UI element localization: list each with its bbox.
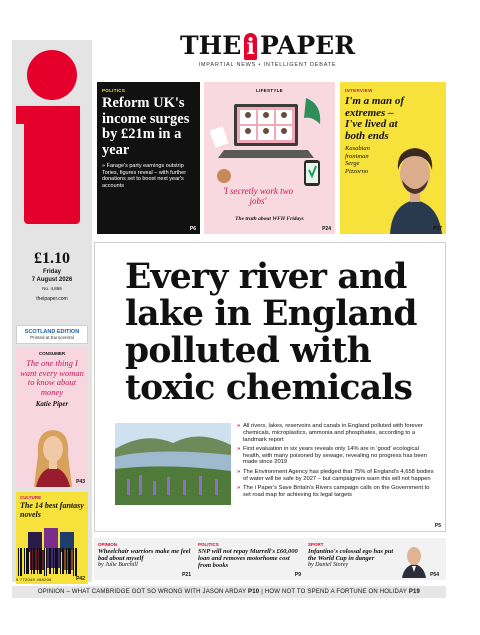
lifestyle-caption: The truth about WFH Fridays xyxy=(235,216,304,222)
lead-bullet: » First evaluation in six years reveals only 14% are in 'good' ecological health, with many poisoned by sewage, revealing no progress has been made since 2019 xyxy=(237,446,437,466)
interview-page: P37 xyxy=(433,226,442,232)
masthead-tagline: IMPARTIAL NEWS • INTELLIGENT DEBATE xyxy=(198,62,337,68)
interview-subhead: Kasabian frontman Serge Pizzorno xyxy=(345,145,370,175)
consumer-page: P43 xyxy=(76,479,85,485)
sport-page: P54 xyxy=(430,572,439,578)
sport-headline: Infantino's colossal ego has put the World Cup in danger xyxy=(308,548,394,563)
lead-bullet: » The Environment Agency has pledged that 75% of England's 4,658 bodies of water will be safe by 2027 – but campaigners warn this will not happen xyxy=(237,469,437,483)
masthead-title xyxy=(180,32,355,60)
opinion-byline: by Julie Burchill xyxy=(98,562,138,569)
interview-headline: I'm a man of extremes – I've lived at both ends xyxy=(345,95,404,142)
footer-right-text[interactable]: HOW NOT TO SPEND A FORTUNE ON HOLIDAY xyxy=(264,589,407,595)
consumer-teaser[interactable] xyxy=(16,347,88,487)
serge-pizzorno-photo xyxy=(384,134,446,234)
issue-number: No. 4,866 xyxy=(42,286,62,291)
politics-teaser[interactable] xyxy=(97,82,200,234)
consumer-kicker: CONSUMER xyxy=(38,351,66,356)
lead-bullets xyxy=(237,423,437,501)
lead-headline: Every river and lake in England polluted with toxic chemicals xyxy=(125,257,417,408)
snp-headline: SNP will not repay Murrell's £60,000 loan and removes motorhome cost from books xyxy=(198,548,298,570)
culture-title: The 14 best fantasy novels xyxy=(20,501,84,519)
politics-body: » Farage's party earnings outstrip Tories, figures reveal – with further donations set to boost next year's accounts xyxy=(102,163,187,189)
issue-date: 7 August 2026 xyxy=(31,277,73,283)
logo-stem xyxy=(24,106,80,224)
politics-headline: Reform UK's income surges by £21m in a year xyxy=(102,95,190,158)
politics-kicker: POLITICS xyxy=(102,88,126,93)
opinion-kicker: OPINION xyxy=(98,542,118,547)
lake-landscape-photo xyxy=(115,423,231,505)
website-link[interactable]: theipaper.com xyxy=(36,296,68,302)
footer-right-page: P19 xyxy=(408,589,421,595)
wfh-illustration xyxy=(210,94,330,189)
lifestyle-quote: 'I secretly work two jobs' xyxy=(222,186,294,206)
opinion-teaser[interactable] xyxy=(98,542,194,578)
issue-day: Friday xyxy=(42,269,61,275)
lifestyle-page: P24 xyxy=(322,226,331,232)
katie-piper-photo xyxy=(30,425,76,487)
logo-dot xyxy=(27,50,77,100)
lead-page: P5 xyxy=(434,523,441,529)
culture-kicker: CULTURE xyxy=(20,495,42,500)
masthead-paper: PAPER xyxy=(259,31,355,60)
opinion-headline: Wheelchair warriors make me feel bad about myself xyxy=(98,548,191,563)
snp-kicker: POLITICS xyxy=(198,542,219,547)
sport-teaser[interactable] xyxy=(308,542,442,578)
politics-page: P6 xyxy=(189,226,196,232)
barcode-number: 9 772049 498206 xyxy=(16,577,52,582)
lifestyle-teaser[interactable] xyxy=(204,82,335,234)
edition-printed: Printed at Eurocentral xyxy=(30,335,74,340)
lead-bullet: » The i Paper's Save Britain's Rivers campaign calls on the Government to set road map for achieving its legal targets xyxy=(237,485,437,499)
sport-byline: by Daniel Storey xyxy=(308,562,349,569)
masthead-i-logo: i xyxy=(244,33,257,60)
snp-teaser[interactable] xyxy=(198,542,304,578)
masthead xyxy=(180,32,355,68)
sport-text xyxy=(308,542,400,568)
masthead-the: THE xyxy=(180,31,242,60)
footer-left-text[interactable]: OPINION – WHAT CAMBRIDGE GOT SO WRONG WITH JASON ARDAY xyxy=(37,589,247,595)
consumer-quote: The one thing I want every woman to know about money xyxy=(20,358,84,397)
footer-separator: | xyxy=(261,589,265,595)
lead-bullet: » All rivers, lakes, reservoirs and canals in England polluted with forever chemicals, microplastics, ammonia and phosphates, according to a landmark report xyxy=(237,423,437,443)
left-sidebar xyxy=(12,40,92,582)
bottom-teaser-strip xyxy=(94,538,446,580)
lifestyle-kicker: LIFESTYLE xyxy=(256,88,283,93)
interview-teaser[interactable] xyxy=(340,82,446,234)
edition-badge xyxy=(16,325,88,344)
snp-page: P9 xyxy=(294,572,301,578)
footer-left-page: P10 xyxy=(248,589,260,595)
interview-kicker: INTERVIEW xyxy=(345,88,373,93)
opinion-page: P21 xyxy=(182,572,191,578)
i-brand-logo xyxy=(20,50,84,220)
culture-page: P42 xyxy=(76,576,85,582)
footer-promo-bar xyxy=(12,586,446,598)
barcode xyxy=(16,548,80,578)
infantino-photo xyxy=(400,542,428,578)
cover-price: £1.10 xyxy=(34,250,70,267)
sport-kicker: SPORT xyxy=(308,542,324,547)
edition-title: SCOTLAND EDITION xyxy=(24,329,80,335)
consumer-name: Katie Piper xyxy=(35,400,69,408)
lead-story[interactable] xyxy=(94,242,446,532)
price-block xyxy=(12,250,92,302)
